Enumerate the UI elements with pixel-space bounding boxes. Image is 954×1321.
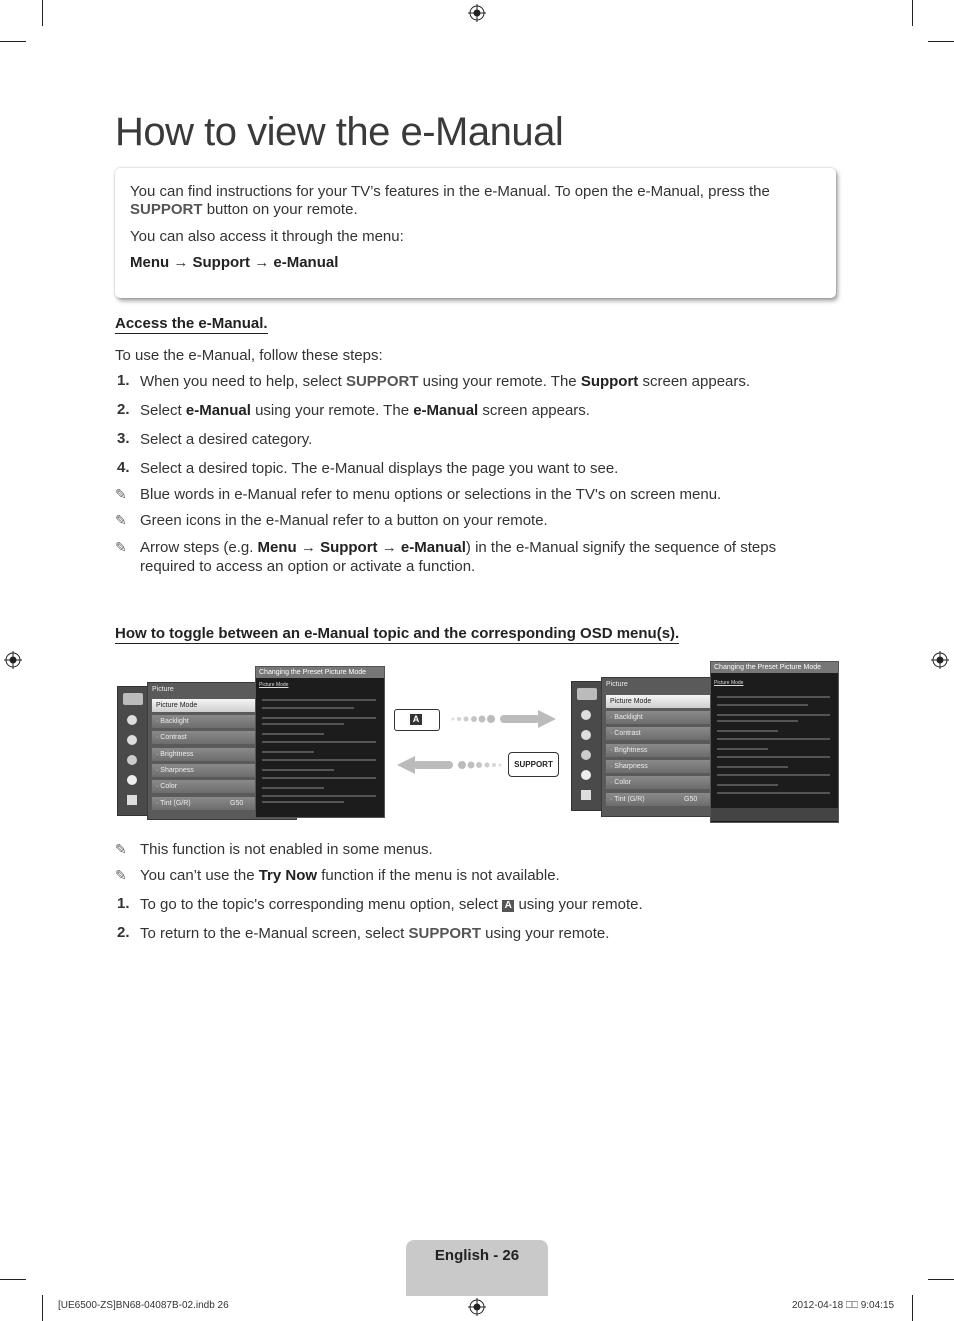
- broadcast-icon: [127, 735, 137, 745]
- a-button-icon: A: [502, 900, 514, 912]
- intro-paragraph: You can find instructions for your TV’s features in the e-Manual. To open the e-Manual, press the SUPPORT button on your remote.: [130, 183, 770, 218]
- registration-mark-icon: [4, 651, 22, 669]
- gear-icon: [127, 775, 137, 785]
- arrow-right-icon: →: [381, 539, 397, 556]
- osd-side-icons: [117, 686, 149, 816]
- support-icon: [127, 795, 137, 805]
- arrow-right-icon: →: [173, 254, 189, 271]
- registration-mark-icon: [931, 651, 949, 669]
- note-text-try-now: You can’t use the Try Now function if the menu is not available.: [140, 867, 560, 884]
- emanual-panel-title: Changing the Preset Picture Mode: [711, 662, 838, 673]
- osd-screenshot-left: [117, 666, 387, 822]
- page-number-tab: English - 26: [406, 1240, 548, 1296]
- intro-paragraph-2: You can also access it through the menu:: [130, 228, 404, 245]
- emanual-panel-title: Changing the Preset Picture Mode: [256, 667, 384, 678]
- pencil-note-icon: ✎: [115, 867, 127, 883]
- osd-menu-item: · Backlight: [606, 711, 742, 724]
- osd-screenshot-right: [571, 661, 839, 823]
- osd-menu-item: Picture Mode: [606, 695, 742, 708]
- crop-mark: [912, 1295, 913, 1321]
- emanual-panel: [255, 666, 385, 818]
- note-text-arrow-steps-2: required to access an option or activate a function.: [140, 558, 476, 575]
- osd-menu-item: Picture Mode: [152, 699, 288, 712]
- osd-menu-item: · Tint (G/R) G50: [606, 793, 742, 806]
- crop-mark: [928, 1279, 954, 1280]
- page-title: How to view the e-Manual: [115, 110, 564, 154]
- support-icon: [581, 790, 591, 800]
- step-number: 4.: [117, 459, 130, 476]
- crop-mark: [928, 41, 954, 42]
- note-text: This function is not enabled in some menus.: [140, 841, 433, 858]
- step-number: 1.: [117, 895, 130, 912]
- toggle-step-2: To return to the e-Manual screen, select SUPPORT using your remote.: [140, 925, 610, 942]
- osd-menu-item: · Color: [606, 776, 742, 789]
- intro-box: [115, 168, 836, 298]
- picture-icon: [577, 688, 597, 700]
- note-text: Blue words in e-Manual refer to menu options or selections in the TV's on screen menu.: [140, 486, 722, 503]
- osd-menu-item: · Brightness: [606, 744, 742, 757]
- pencil-note-icon: ✎: [115, 841, 127, 857]
- step-4: Select a desired topic. The e-Manual displays the page you want to see.: [140, 460, 619, 477]
- pencil-note-icon: ✎: [115, 486, 127, 502]
- osd-menu-item: · Contrast: [606, 727, 742, 740]
- step-number: 3.: [117, 430, 130, 447]
- crop-mark: [0, 41, 26, 42]
- osd-menu-item: · Brightness: [152, 748, 288, 761]
- step-number: 2.: [117, 924, 130, 941]
- osd-menu-item: · Contrast: [152, 731, 288, 744]
- broadcast-icon: [581, 730, 591, 740]
- osd-menu-title: Picture: [606, 681, 628, 688]
- emanual-topic: Picture Mode: [259, 682, 289, 688]
- registration-mark-icon: [468, 4, 486, 22]
- support-button-icon: SUPPORT: [508, 752, 559, 777]
- crop-mark: [42, 1295, 43, 1321]
- step-2: Select e-Manual using your remote. The e-Manual screen appears.: [140, 402, 590, 419]
- section-heading-access: Access the e-Manual.: [115, 315, 268, 332]
- section-heading-toggle: How to toggle between an e-Manual topic and the corresponding OSD menu(s).: [115, 625, 680, 642]
- network-icon: [127, 755, 137, 765]
- pencil-note-icon: ✎: [115, 512, 127, 528]
- note-text-arrow-steps: Arrow steps (e.g. Menu → Support → e-Manual) in the e-Manual signify the sequence of steps: [140, 539, 777, 556]
- osd-menu-item: · Sharpness: [606, 760, 742, 773]
- pencil-note-icon: ✎: [115, 539, 127, 555]
- arrow-left-icon: [395, 754, 503, 776]
- step-1: When you need to help, select SUPPORT using your remote. The Support screen appears.: [140, 373, 751, 390]
- osd-side-icons: [571, 681, 603, 811]
- toggle-step-1: To go to the topic's corresponding menu option, select A using your remote.: [140, 896, 643, 913]
- step-number: 2.: [117, 401, 130, 418]
- arrow-right-icon: [450, 708, 558, 730]
- menu-path: Menu → Support → e-Manual: [130, 254, 339, 271]
- emanual-topic: Picture Mode: [714, 680, 744, 686]
- note-text: Green icons in the e-Manual refer to a button on your remote.: [140, 512, 548, 529]
- registration-mark-icon: [468, 1298, 486, 1316]
- imprint-date: 2012-04-18 ⎕⎕ 9:04:15: [792, 1300, 895, 1311]
- sound-icon: [127, 715, 137, 725]
- crop-mark: [42, 0, 43, 26]
- arrow-right-icon: →: [300, 539, 316, 556]
- crop-mark: [912, 0, 913, 26]
- osd-menu-item: · Sharpness: [152, 764, 288, 777]
- gear-icon: [581, 770, 591, 780]
- access-lead: To use the e-Manual, follow these steps:: [115, 347, 383, 364]
- osd-menu-title: Picture: [152, 686, 174, 693]
- picture-icon: [123, 693, 143, 705]
- emanual-panel: [710, 661, 839, 823]
- arrow-right-icon: →: [254, 254, 270, 271]
- step-number: 1.: [117, 372, 130, 389]
- step-3: Select a desired category.: [140, 431, 313, 448]
- osd-menu-item: · Tint (G/R) G50: [152, 797, 288, 810]
- osd-menu-item: · Backlight: [152, 715, 288, 728]
- sound-icon: [581, 710, 591, 720]
- a-button-icon: A: [394, 709, 440, 731]
- imprint-file: [UE6500-ZS]BN68-04087B-02.indb 26: [58, 1300, 229, 1311]
- crop-mark: [0, 1279, 26, 1280]
- osd-menu-item: · Color: [152, 780, 288, 793]
- network-icon: [581, 750, 591, 760]
